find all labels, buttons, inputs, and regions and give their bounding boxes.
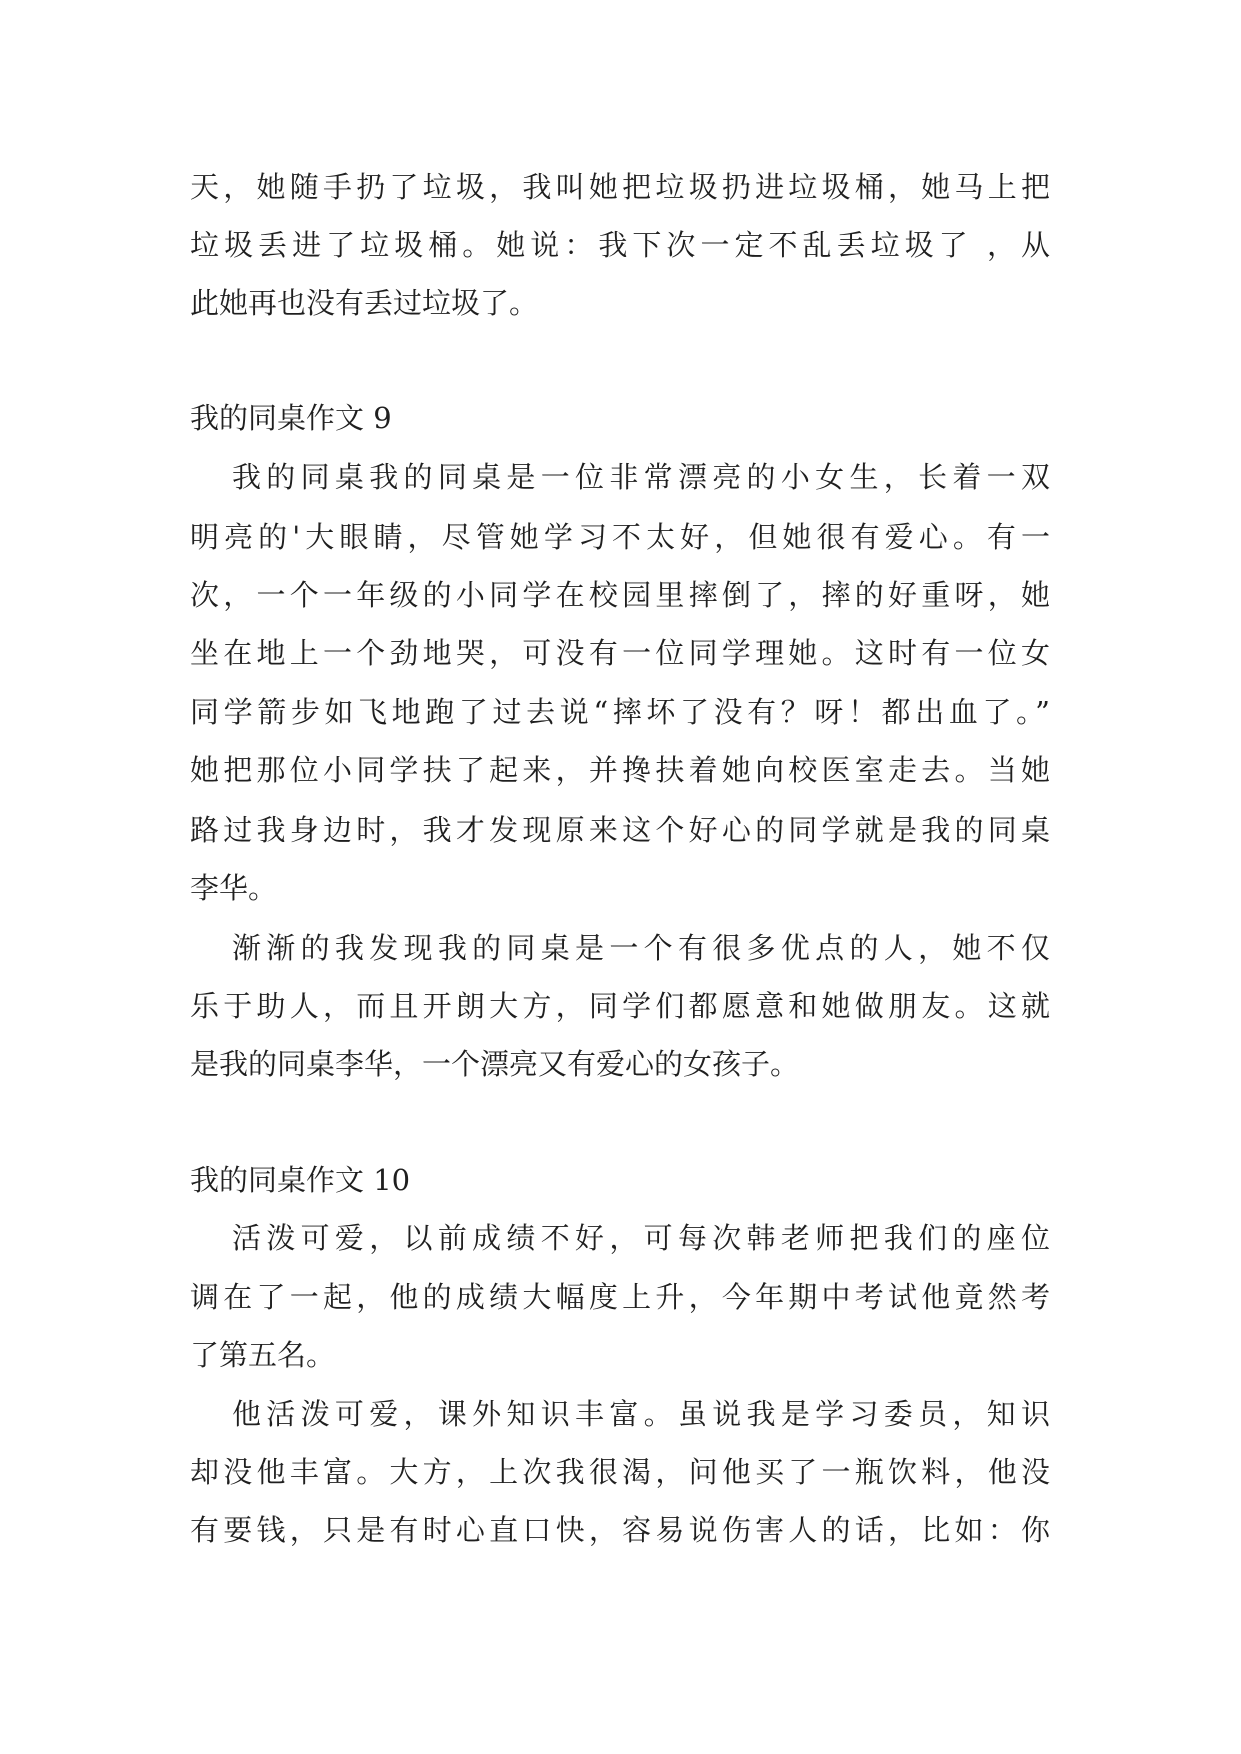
text-line: 乐于助人，而且开朗大方，同学们都愿意和她做朋友。这就 bbox=[190, 989, 1050, 1023]
text-line: 活泼可爱，以前成绩不好，可每次韩老师把我们的座位 bbox=[232, 1221, 1050, 1255]
text-line: 有要钱，只是有时心直口快，容易说伤害人的话，比如：你 bbox=[190, 1513, 1050, 1547]
text-line: 她把那位小同学扶了起来，并搀扶着她向校医室走去。当她 bbox=[190, 753, 1050, 787]
text-line: 次，一个一年级的小同学在校园里摔倒了，摔的好重呀，她 bbox=[190, 578, 1050, 612]
text-line: 调在了一起，他的成绩大幅度上升，今年期中考试他竟然考 bbox=[190, 1280, 1050, 1314]
text-line: 明亮的'大眼睛，尽管她学习不太好，但她很有爱心。有一 bbox=[190, 520, 1050, 554]
section-heading: 我的同桌作文 9 bbox=[190, 401, 392, 435]
text-line: 却没他丰富。大方，上次我很渴，问他买了一瓶饮料，他没 bbox=[190, 1455, 1050, 1489]
text-line: 他活泼可爱，课外知识丰富。虽说我是学习委员，知识 bbox=[232, 1397, 1050, 1431]
text-line: 李华。 bbox=[190, 871, 278, 905]
text-line: 了第五名。 bbox=[190, 1338, 336, 1372]
text-line: 天，她随手扔了垃圾，我叫她把垃圾扔进垃圾桶，她马上把 bbox=[190, 170, 1050, 204]
text-line: 是我的同桌李华，一个漂亮又有爱心的女孩子。 bbox=[190, 1047, 800, 1081]
text-line: 坐在地上一个劲地哭，可没有一位同学理她。这时有一位女 bbox=[190, 636, 1050, 670]
text-line: 渐渐的我发现我的同桌是一个有很多优点的人，她不仅 bbox=[232, 931, 1050, 965]
text-line: 我的同桌我的同桌是一位非常漂亮的小女生，长着一双 bbox=[232, 460, 1050, 494]
text-line: 同学箭步如飞地跑了过去说“摔坏了没有？呀！都出血了。” bbox=[190, 695, 1050, 729]
text-line: 垃圾丢进了垃圾桶。她说：我下次一定不乱丢垃圾了 ，从 bbox=[190, 228, 1050, 262]
section-heading: 我的同桌作文 10 bbox=[190, 1163, 411, 1197]
text-line: 此她再也没有丢过垃圾了。 bbox=[190, 286, 539, 320]
text-line: 路过我身边时，我才发现原来这个好心的同学就是我的同桌 bbox=[190, 813, 1050, 847]
